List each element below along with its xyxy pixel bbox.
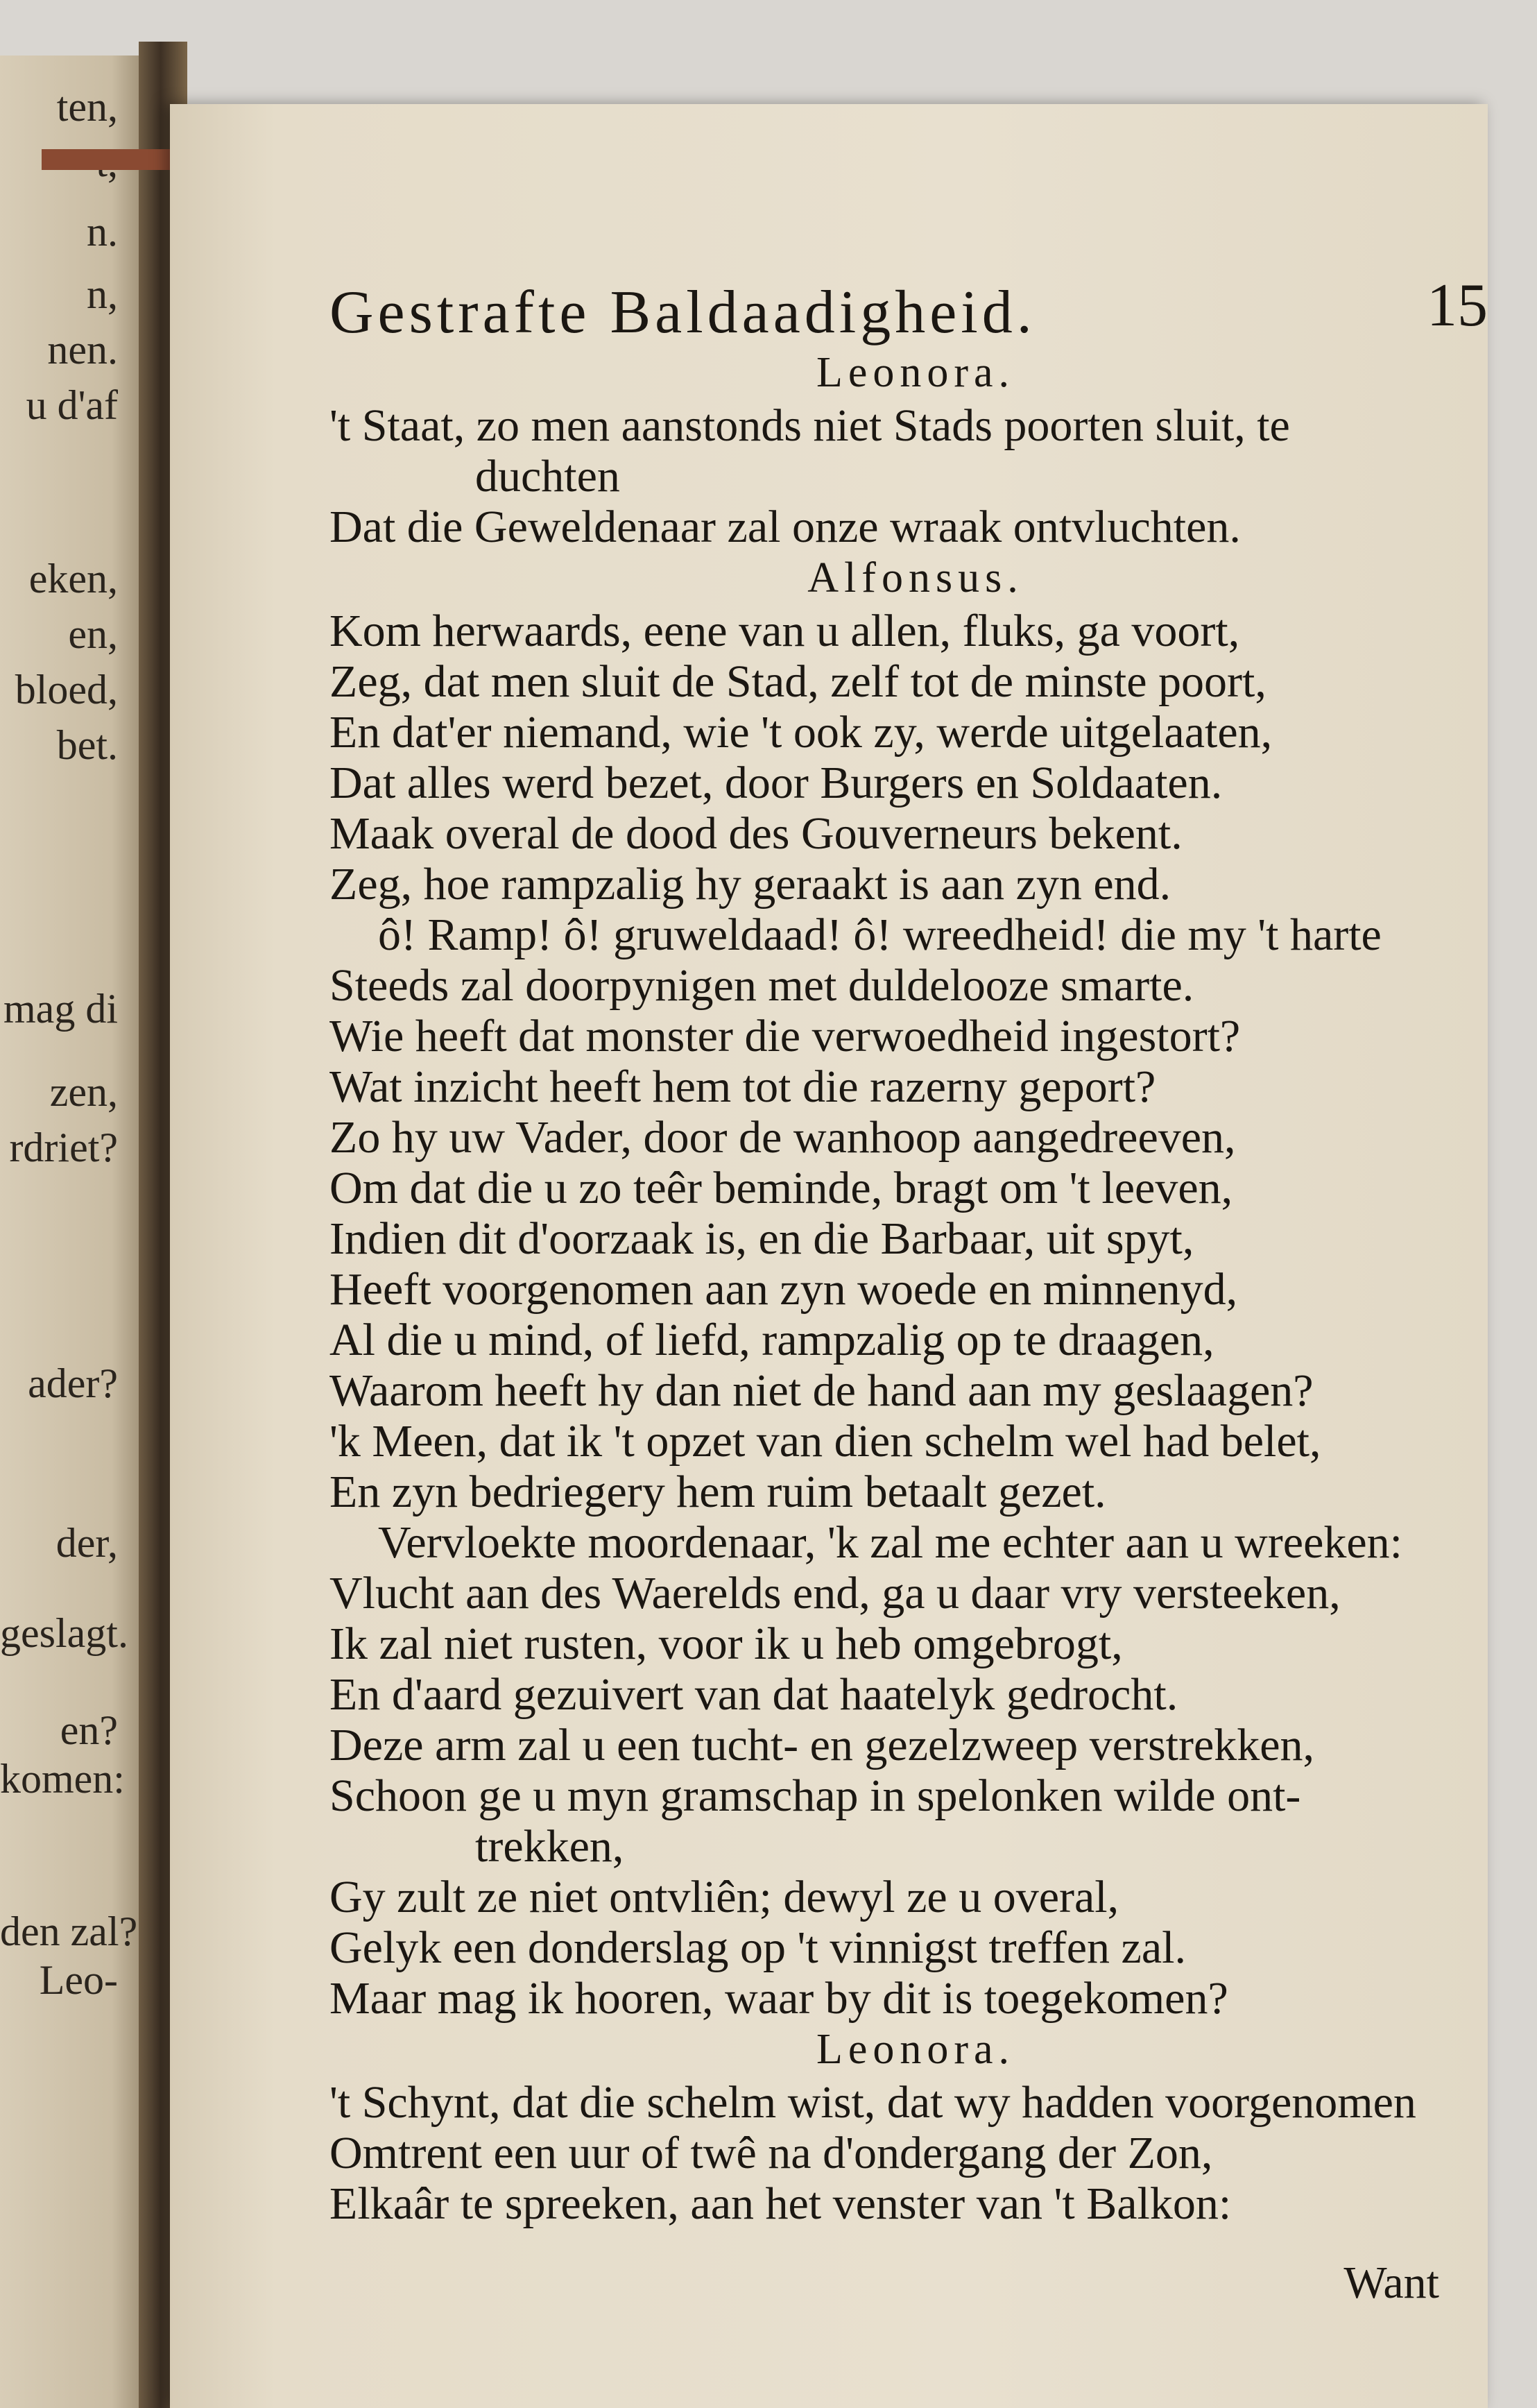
facing-page-fragment: den zal? <box>0 1909 138 1954</box>
verse-line: Maar mag ik hooren, waar by dit is toegekomen? <box>329 1973 1228 2024</box>
verse-line: Dat die Geweldenaar zal onze wraak ontvluchten. <box>329 502 1241 552</box>
verse-line: 't Schynt, dat die schelm wist, dat wy hadden voorgenomen <box>329 2077 1416 2128</box>
speaker-name: Leonora. <box>816 2026 1015 2073</box>
running-head <box>329 264 1502 347</box>
facing-page-fragment: nen. <box>47 327 118 373</box>
verse-line: Om dat die u zo teêr beminde, bragt om 't leeven, <box>329 1163 1233 1213</box>
verse-line: Maak overal de dood des Gouverneurs bekent. <box>329 808 1183 859</box>
verse-line: Wie heeft dat monster die verwoedheid ingestort? <box>329 1011 1241 1061</box>
facing-page-fragment: geslagt. <box>0 1610 128 1656</box>
verse-line: Ik zal niet rusten, voor ik u heb omgebrogt, <box>329 1619 1123 1669</box>
play-text <box>329 348 1502 2229</box>
facing-page-fragment: bloed, <box>15 667 118 712</box>
facing-page-fragment: zen, <box>49 1069 118 1115</box>
verse-line: Al die u mind, of liefd, rampzalig op te draagen, <box>329 1315 1214 1365</box>
speaker-name: Leonora. <box>816 349 1015 396</box>
verse-line: En zyn bedriegery hem ruim betaalt gezet. <box>329 1467 1106 1517</box>
verse-line: Dat alles werd bezet, door Burgers en Soldaaten. <box>329 758 1223 808</box>
page-number: 15 <box>1427 272 1488 339</box>
verse-line: En d'aard gezuivert van dat haatelyk gedrocht. <box>329 1669 1178 1720</box>
facing-page-fragment: n, <box>87 271 118 317</box>
verse-line: Gelyk een donderslag op 't vinnigst treffen zal. <box>329 1922 1186 1973</box>
facing-page-fragment: Leo- <box>39 1957 118 2003</box>
verse-line: ô! Ramp! ô! gruweldaad! ô! wreedheid! die my 't harte <box>378 910 1382 960</box>
facing-page-fragment: mag di <box>3 986 118 1032</box>
page-text <box>329 264 1502 2309</box>
facing-page-edge <box>0 55 160 2408</box>
verse-line: duchten <box>475 451 620 502</box>
verse-line: Kom herwaards, eene van u allen, fluks, ga voort, <box>329 606 1240 656</box>
facing-page-fragment: ten, <box>56 84 118 130</box>
running-head-title: Gestrafte Baldaadigheid. <box>329 279 1036 346</box>
verse-line: Gy zult ze niet ontvliên; dewyl ze u overal, <box>329 1872 1119 1922</box>
catchword: Want <box>1343 2257 1439 2308</box>
facing-page-fragment: u d'af <box>26 382 118 428</box>
verse-line: Wat inzicht heeft hem tot die razerny geport? <box>329 1061 1156 1112</box>
verse-line: Elkaâr te spreeken, aan het venster van 't Balkon: <box>329 2178 1232 2229</box>
verse-line: En dat'er niemand, wie 't ook zy, werde uitgelaaten, <box>329 707 1273 758</box>
verse-line: Heeft voorgenomen aan zyn woede en minnenyd, <box>329 1264 1238 1315</box>
verse-line: trekken, <box>475 1821 624 1872</box>
verse-line: Steeds zal doorpynigen met duldelooze smarte. <box>329 960 1194 1011</box>
facing-page-fragment: der, <box>55 1520 118 1566</box>
verse-line: Zo hy uw Vader, door de wanhoop aangedreeven, <box>329 1112 1236 1163</box>
facing-page-fragment: n. <box>87 209 118 255</box>
verse-line: 't Staat, zo men aanstonds niet Stads poorten sluit, te <box>329 400 1290 451</box>
verse-line: Indien dit d'oorzaak is, en die Barbaar, uit spyt, <box>329 1213 1194 1264</box>
verse-line: Zeg, dat men sluit de Stad, zelf tot de minste poort, <box>329 656 1266 707</box>
facing-page-fragment: rdriet? <box>9 1125 118 1170</box>
verse-line: Deze arm zal u een tucht- en gezelzweep verstrekken, <box>329 1720 1315 1770</box>
verse-line: Vervloekte moordenaar, 'k zal me echter aan u wreeken: <box>378 1517 1403 1568</box>
verse-line: Vlucht aan des Waerelds end, ga u daar vry versteeken, <box>329 1568 1341 1619</box>
facing-page-fragment: komen: <box>0 1756 125 1802</box>
facing-page-fragment: en? <box>60 1707 118 1753</box>
verse-line: Waarom heeft hy dan niet de hand aan my geslaagen? <box>329 1365 1314 1416</box>
facing-page-fragment: bet. <box>56 722 118 768</box>
facing-page-fragment: ader? <box>28 1360 118 1406</box>
facing-page-fragment: eken, <box>28 556 118 601</box>
facing-page-fragment: en, <box>68 611 118 657</box>
verse-line: Zeg, hoe rampzalig hy geraakt is aan zyn end. <box>329 859 1171 910</box>
verse-line: Omtrent een uur of twê na d'ondergang der Zon, <box>329 2128 1213 2178</box>
verse-line: Schoon ge u myn gramschap in spelonken wilde ont- <box>329 1770 1301 1821</box>
book-page <box>170 104 1488 2408</box>
verse-line: 'k Meen, dat ik 't opzet van dien schelm wel had belet, <box>329 1416 1321 1467</box>
speaker-name: Alfonsus. <box>807 554 1024 601</box>
